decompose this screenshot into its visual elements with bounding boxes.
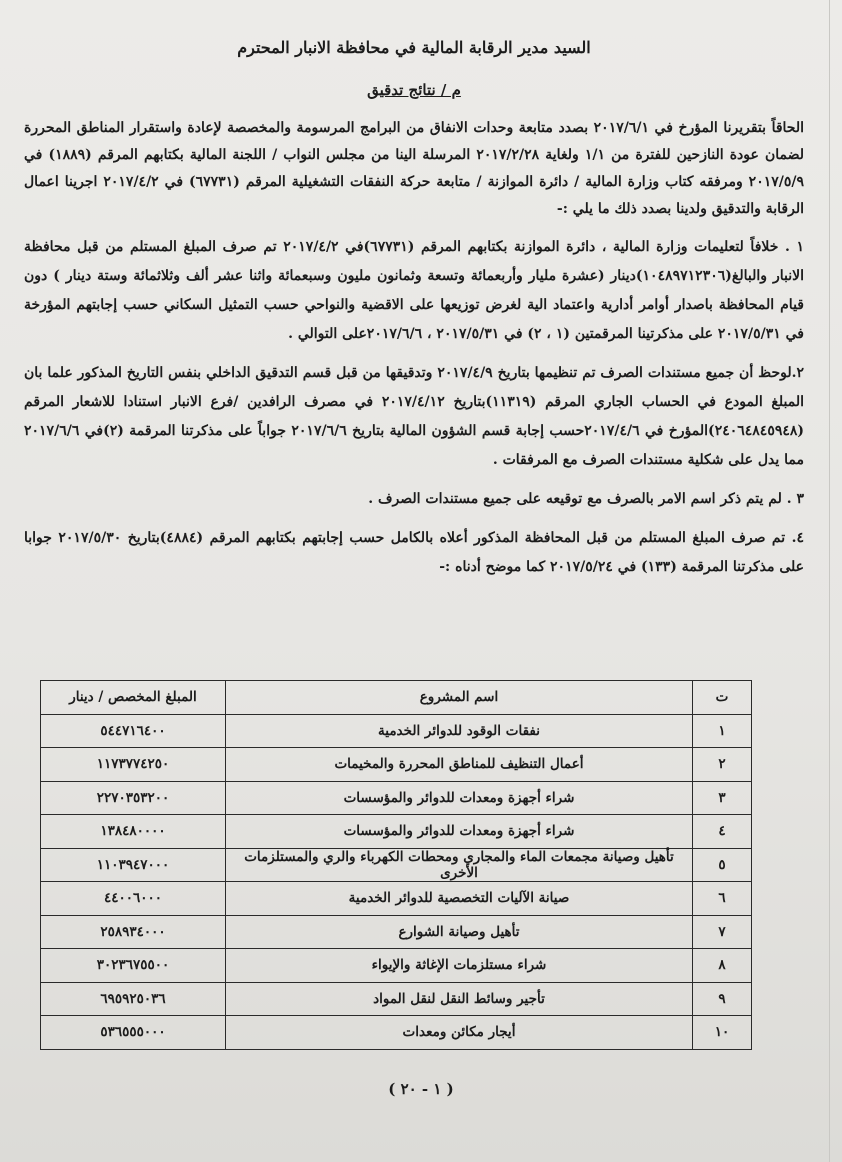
row-project-name: شراء أجهزة ومعدات للدوائر والمؤسسات: [226, 815, 693, 849]
addressee-line: السيد مدير الرقابة المالية في محافظة الانبار المحترم: [237, 38, 591, 57]
row-amount: ٦٩٥٩٢٥٠٣٦: [41, 982, 226, 1016]
row-number: ٩: [693, 982, 752, 1016]
table-row: [41, 915, 752, 949]
subject-text: م / نتائج تدقيق: [367, 81, 461, 99]
table-header-row: [41, 681, 752, 715]
row-number: ٤: [693, 815, 752, 849]
letter-body: [24, 28, 804, 582]
row-project-name: شراء مستلزمات الإغاثة والإيواء: [226, 949, 693, 983]
row-number: ٨: [693, 949, 752, 983]
intro-paragraph: الحاقاً بتقريرنا المؤرخ في ٢٠١٧/٦/١ بصدد متابعة وحدات الانفاق من البرامج المرسومة والمخصصة لإعادة واستقرار المناطق المحررة لضمان عودة النازحين للفترة من ١/١ ولغاية ٢٠١٧/٢/٢٨ المرسلة الينا من مجلس النواب / اللجنة المالية بكتابهم المرقم (١٨٨٩) في ٢٠١٧/٥/٩ ومرفقه كتاب وزارة المالية / دائرة الموازنة / متابعة حركة النفقات التشغيلية المرقم (٦٧٧٣١) في ٢٠١٧/٤/٢ اجرينا اعمال الرقابة والتدقيق ولدينا بصدد ذلك ما يلي :-: [24, 120, 805, 217]
finding-3: ٣ . لم يتم ذكر اسم الامر بالصرف مع توقيعه على جميع مستندات الصرف .: [368, 491, 804, 507]
row-number: ٧: [693, 915, 752, 949]
page-number: ( ١ - ٢٠ ): [388, 1080, 454, 1098]
row-number: ٥: [693, 848, 752, 882]
subject-line: [24, 81, 804, 99]
table-row: [41, 982, 752, 1016]
row-project-name: تأهيل وصيانة الشوارع: [226, 915, 693, 949]
header-project-name: اسم المشروع: [226, 681, 693, 715]
finding-1: ١ . خلافاً لتعليمات وزارة المالية ، دائرة الموازنة بكتابهم المرقم (٦٧٧٣١)في ٢٠١٧/٤/٢ تم صرف المبلغ المستلم من قبل محافظة الانبار والبالغ(١٠٤٨٩٧١٢٣٠٦)دينار (عشرة مليار وأربعمائة وتسعة وثمانون مليون وسبعمائة واثنا عشر ألف وثلاثمائة وستة دينار ) دون قيام المحافظة باصدار أوامر أدارية واعتماد الية لغرض توزيعها على الاقضية والنواحي حسب التمثيل السكاني حسب إجابتهم المؤرخة في ٢٠١٧/٥/٣١ على مذكرتينا المرقمتين (١ ، ٢) في ٢٠١٧/٥/٣١ ، ٢٠١٧/٦/٦على التوالي .: [24, 239, 805, 342]
table-row: [41, 882, 752, 916]
row-amount: ١٣٨٤٨٠٠٠٠: [41, 815, 226, 849]
table-row: [41, 1016, 752, 1050]
projects-table: [40, 680, 752, 1050]
row-amount: ٥٤٤٧١٦٤٠٠: [41, 714, 226, 748]
row-project-name: أيجار مكائن ومعدات: [226, 1016, 693, 1050]
header-number: ت: [693, 681, 752, 715]
row-amount: ٢٢٧٠٣٥٣٢٠٠: [41, 781, 226, 815]
row-amount: ١١٠٣٩٤٧٠٠٠: [41, 848, 226, 882]
table-row: [41, 848, 752, 882]
row-amount: ٤٤٠٠٦٠٠٠: [41, 882, 226, 916]
row-amount: ٢٥٨٩٣٤٠٠٠: [41, 915, 226, 949]
row-project-name: تأهيل وصيانة مجمعات الماء والمجاري ومحطات الكهرباء والري والمستلزمات الأخرى: [226, 848, 693, 882]
finding-4: ٤. تم صرف المبلغ المستلم من قبل المحافظة المذكور أعلاه بالكامل حسب إجابتهم بكتابهم المرقم (٤٨٨٤)بتاريخ ٢٠١٧/٥/٣٠ جوابا على مذكرتنا المرقمة (١٣٣) في ٢٠١٧/٥/٢٤ كما موضح أدناه :-: [24, 530, 804, 575]
row-project-name: نفقات الوقود للدوائر الخدمية: [226, 714, 693, 748]
row-number: ١٠: [693, 1016, 752, 1050]
row-amount: ١١٧٣٧٧٤٢٥٠: [41, 748, 226, 782]
row-amount: ٥٣٦٥٥٥٠٠٠: [41, 1016, 226, 1050]
paper-fold-line: [829, 0, 830, 1162]
row-number: ٣: [693, 781, 752, 815]
table-row: [41, 748, 752, 782]
row-amount: ٣٠٢٣٦٧٥٥٠٠: [41, 949, 226, 983]
row-project-name: تأجير وسائط النقل لنقل المواد: [226, 982, 693, 1016]
table-row: [41, 781, 752, 815]
row-project-name: أعمال التنظيف للمناطق المحررة والمخيمات: [226, 748, 693, 782]
row-project-name: شراء أجهزة ومعدات للدوائر والمؤسسات: [226, 781, 693, 815]
row-number: ١: [693, 714, 752, 748]
row-project-name: صيانة الآليات التخصصية للدوائر الخدمية: [226, 882, 693, 916]
row-number: ٦: [693, 882, 752, 916]
header-amount: المبلغ المخصص / دينار: [41, 681, 226, 715]
table-row: [41, 949, 752, 983]
row-number: ٢: [693, 748, 752, 782]
finding-2: ٢.لوحظ أن جميع مستندات الصرف تم تنظيمها بتاريخ ٢٠١٧/٤/٩ وتدقيقها من قبل قسم التدقيق الداخلي بنفس التاريخ المذكور علما بان المبلغ المودع في الحساب الجاري المرقم (١١٣١٩)بتاريخ ٢٠١٧/٤/١٢ في مصرف الرافدين /فرع الانبار استنادا للاشعار المرقم (٢٤٠٦٤٨٤٥٩٤٨)المؤرخ في ٢٠١٧/٤/٦حسب إجابة قسم الشؤون المالية بتاريخ ٢٠١٧/٦/٦ جواباً على مذكرتنا المرقمة (٢)في ٢٠١٧/٦/٦ مما يدل على شكلية مستندات الصرف مع المرفقات .: [24, 365, 805, 468]
table-row: [41, 815, 752, 849]
table-row: [41, 714, 752, 748]
